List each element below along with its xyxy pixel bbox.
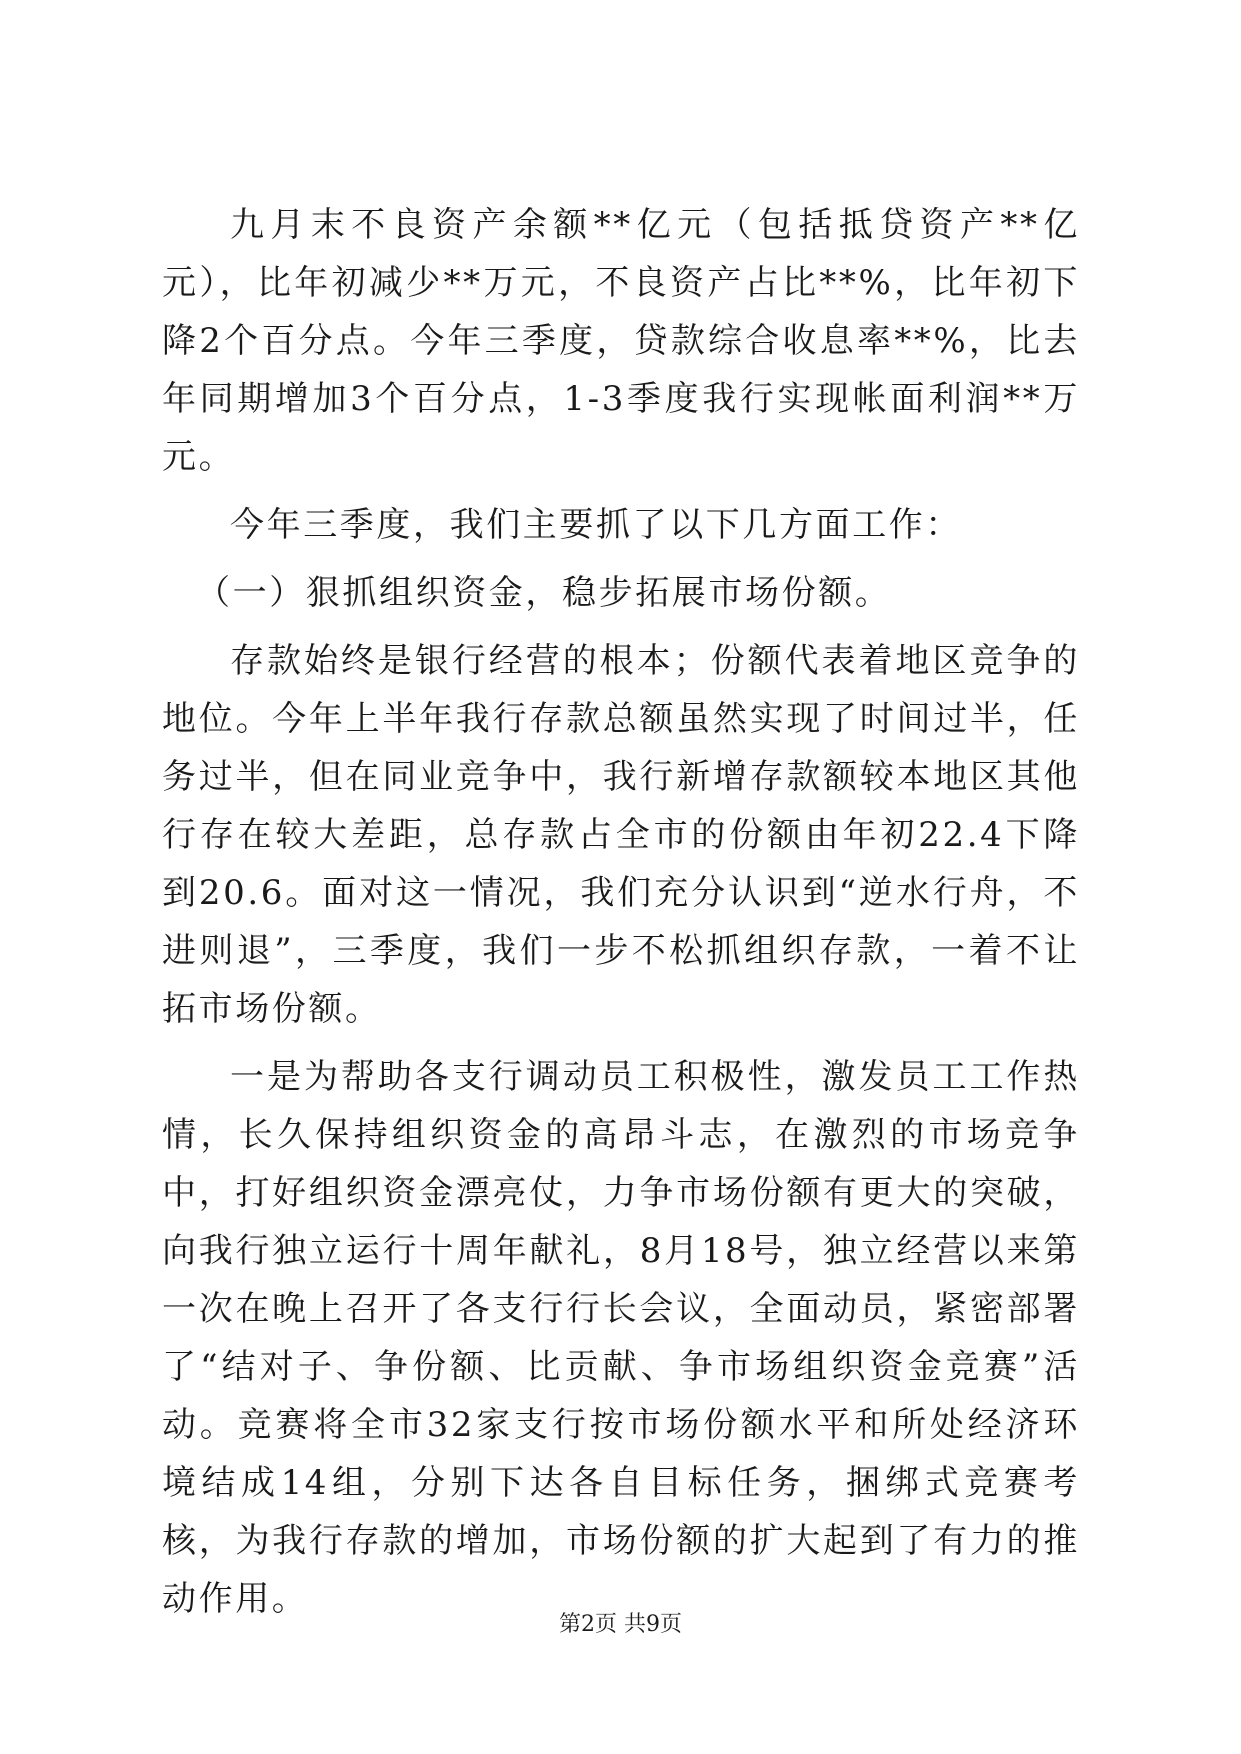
paragraph-competition: 一是为帮助各支行调动员工积极性，激发员工工作热情，长久保持组织资金的高昂斗志，在激烈的市场竞争中，打好组织资金漂亮仗，力争市场份额有更大的突破，向我行独立运行十周年献礼，8月18号，独立经营以来第一次在晚上召开了各支行行长会议，全面动员，紧密部署了“结对子、争份额、比贡献、争市场组织资金竞赛”活动。竞赛将全市32家支行按市场份额水平和所处经济环境结成14组，分别下达各自目标任务，捆绑式竞赛考核，为我行存款的增加，市场份额的扩大起到了有力的推动作用。	[162, 1057, 1080, 1619]
section-heading-1: （一）狠抓组织资金，稳步拓展市场份额。	[196, 573, 892, 613]
page-number-footer: 第2页 共9页	[559, 1612, 682, 1637]
paragraph-deposits: 存款始终是银行经营的根本；份额代表着地区竞争的地位。今年上半年我行存款总额虽然实现了时间过半，任务过半，但在同业竞争中，我行新增存款额较本地区其他行存在较大差距，总存款占全市的份额由年初22.4下降到20.6。面对这一情况，我们充分认识到“逆水行舟，不进则退”，三季度，我们一步不松抓组织存款，一着不让拓市场份额。	[162, 641, 1080, 1029]
paragraph-work-intro: 今年三季度，我们主要抓了以下几方面工作：	[230, 505, 962, 545]
paragraph-nonperforming-assets: 九月末不良资产余额**亿元（包括抵贷资产**亿元），比年初减少**万元，不良资产占比**%，比年初下降2个百分点。今年三季度，贷款综合收息率**%，比去年同期增加3个百分点，1-3季度我行实现帐面利润**万元。	[162, 205, 1080, 477]
document-body	[162, 196, 1080, 1628]
